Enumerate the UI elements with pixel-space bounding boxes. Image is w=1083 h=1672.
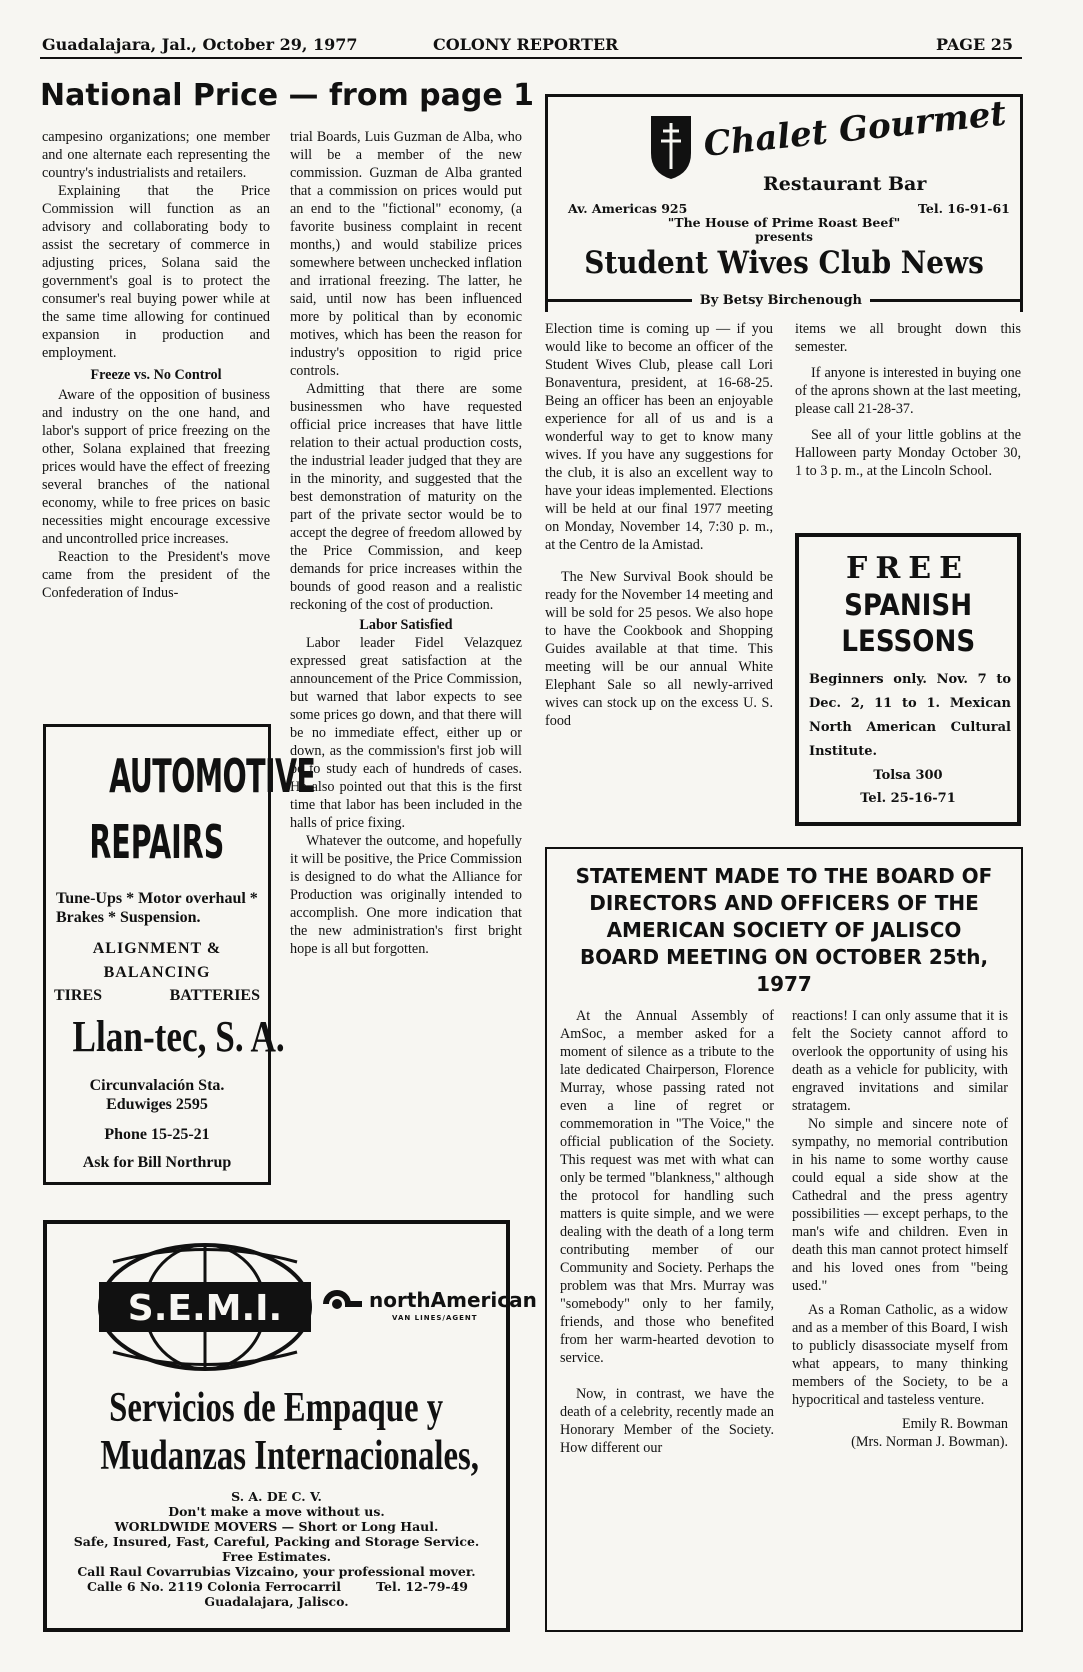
auto-address-1: Circunvalación Sta. — [89, 1077, 225, 1094]
auto-company: Llan-tec, S. A. — [72, 1012, 285, 1061]
paragraph: reactions! I can only assume that it is felt the Society cannot afford to overlook the opportunity of using his death as a vehicle for publicity, with engraved invitations and similar stratagem. — [792, 1008, 1008, 1114]
chalet-shield-icon — [648, 113, 694, 181]
movers-line-7: Guadalajara, Jalisco. — [204, 1594, 349, 1609]
student-wives-byline: By Betsy Birchenough — [699, 293, 862, 308]
auto-batteries: BATTERIES — [169, 987, 260, 1004]
dateline: Guadalajara, Jal., October 29, 1977 — [42, 35, 358, 54]
paper-name: COLONY REPORTER — [433, 35, 619, 54]
automotive-ad — [43, 724, 316, 1185]
movers-company: S. A. DE C. V. — [231, 1489, 322, 1504]
signature-2: (Mrs. Norman J. Bowman). — [851, 1434, 1008, 1450]
auto-services: Tune-Ups * Motor overhaul * Brakes * Suspension. — [56, 890, 258, 926]
national-price-col1 — [42, 128, 270, 602]
subhead: Labor Satisfied — [359, 617, 453, 633]
movers-title-2: Mudanzas Internacionales, — [100, 1433, 479, 1479]
paragraph: campesino organizations; one member and one alternate each representing the country's industrialists and retailers. — [42, 129, 270, 181]
north-american-icon — [322, 1289, 366, 1319]
semi-globe-logo — [95, 1242, 315, 1372]
paragraph: At the Annual Assembly of AmSoc, a member asked for a moment of silence as a tribute to the late dedicated Chairperson, Florence Murray, whose passing rated not even a line of regret or commemoration in "The Voice," the official publication of the Society. This request was met with what can only be termed "blankness," although the protocol for handling such matters is quite simple, and we were dealing with the death of a long term contributing member of our Community and Society. Perhaps the problem was that Mrs. Murray was "somebody" only to her family, friends, and those who benefited from her warm-hearted devotion to service. — [560, 1008, 774, 1366]
national-price-headline: National Price — from page 1 — [40, 78, 535, 113]
paragraph: As a Roman Catholic, as a widow and as a member of this Board, I wish to publicly disassociate myself from what appears, to many thinking members of the Society, to be a hypocritical and tasteless venture. — [792, 1302, 1008, 1408]
chalet-address: Av. Americas 925 — [568, 201, 688, 216]
spanish-phone: Tel. 25-16-71 — [860, 791, 956, 806]
auto-address-2: Eduwiges 2595 — [106, 1096, 208, 1113]
paragraph: Now, in contrast, we have the death of a celebrity, recently made an Honorary Member of the Society. How different our — [560, 1386, 774, 1456]
paragraph: Aware of the opposition of business and industry on the one hand, and labor's support of price freezing on the other, Solana explained that freezing prices would have the effect of freezing several branches of the national economy, while to free prices on basic necessities might encourage excessive and uncontrolled price increases. — [42, 387, 270, 547]
spanish-title-2: SPANISH — [844, 588, 972, 622]
page-number: PAGE 25 — [936, 35, 1013, 54]
movers-title-1: Servicios de Empaque y — [109, 1385, 444, 1431]
national-price-col2 — [290, 128, 522, 958]
auto-tires: TIRES — [54, 987, 103, 1004]
student-wives-col1 — [545, 320, 773, 730]
semi-logo-text: S.E.M.I. — [127, 1288, 283, 1329]
spanish-body: Beginners only. Nov. 7 to Dec. 2, 11 to 1. Mexican North American Cultural Institute. — [809, 672, 1011, 759]
chalet-name: Chalet Gourmet — [701, 93, 1008, 165]
auto-alignment: ALIGNMENT & BALANCING — [92, 940, 222, 981]
statement-col2 — [792, 1007, 1008, 1451]
movers-phone: Tel. 12-79-49 — [376, 1579, 468, 1594]
paragraph: No simple and sincere note of sympathy, no memorial contribution in his name to some worthy cause could equal a side show at the Cathedral and the press agentry possibilities — except perhaps, to the man's wife and children. Even in death this man cannot protect himself and his loved ones from "being used." — [792, 1116, 1008, 1294]
subhead: Freeze vs. No Control — [90, 367, 222, 383]
statement-headline: STATEMENT MADE TO THE BOARD OF DIRECTORS AND OFFICERS OF THE AMERICAN SOCIETY OF JALISCO BOARD MEETING ON OCTOBER 25th, 1977 — [575, 864, 993, 996]
paragraph: Whatever the outcome, and hopefully it will be positive, the Price Commission is designed to do what the Alliance for Production was originally intended to accomplish. One more indication that the new administration's first bright hope is all but forgotten. — [290, 833, 522, 957]
paragraph: Election time is coming up — if you would like to become an officer of the Student Wives Club, please call Lori Bonaventura, president, at 16-68-25. Being an officer has been an enjoyable experience for all of us and is a wonderful way to get to know many wives. If you have any suggestions for the club, it is also an excellent way to have your ideas implemented. Elections will be held at our final 1977 meeting on Monday, November 14, 7:30 p. m., at the Centro de la Amistad. — [545, 321, 773, 553]
student-wives-headline: Student Wives Club News — [584, 245, 984, 281]
chalet-gourmet-ad — [545, 94, 1023, 312]
north-american-sub: VAN LINES/AGENT — [392, 1314, 478, 1322]
signature: Emily R. Bowman — [901, 1416, 1008, 1432]
masthead-rule — [40, 57, 1022, 59]
movers-line-3: Safe, Insured, Fast, Careful, Packing and Storage Service. — [73, 1534, 480, 1549]
student-wives-col2 — [795, 320, 1021, 480]
movers-ad — [43, 1220, 537, 1632]
statement-col1 — [560, 1007, 774, 1457]
auto-title-1: AUTOMOTIVE — [109, 749, 316, 803]
paragraph: If anyone is interested in buying one of the aprons shown at the last meeting, please call 21-28-37. — [795, 365, 1021, 417]
paragraph: Labor leader Fidel Velazquez expressed great satisfaction at the announcement of the Price Commission, but warned that labor expects to see some prices go down, and that there will be no immediate effect, either up or down, as the commission's first job will be to study each of hundreds of cases. He also pointed out that this is the first time that labor has been included in the halls of price fixing. — [290, 635, 522, 831]
movers-line-4: Free Estimates. — [221, 1549, 332, 1564]
paragraph: See all of your little goblins at the Halloween party Monday October 30, 1 to 3 p. m., at the Lincoln School. — [795, 427, 1021, 479]
chalet-subtitle: Restaurant Bar — [763, 173, 927, 195]
spanish-lessons-ad — [795, 533, 1021, 826]
movers-line-6: Calle 6 No. 2119 Colonia Ferrocarril — [87, 1579, 341, 1594]
auto-contact: Ask for Bill Northrup — [82, 1154, 232, 1171]
paragraph: Admitting that there are some businessmen who have requested official price increases that have little relation to their actual production costs, the industrial leader judged that they are in the minority, and suggested that the best demonstration of maturity on the part of the private sector would be to accept the degree of freedom allowed by the Price Commission, and keep demands for price increases within the bounds of good reason and a realistic reckoning of the cost of production. — [290, 381, 522, 613]
paragraph: items we all brought down this semester. — [795, 321, 1021, 355]
paragraph: Explaining that the Price Commission will function as an advisory and collaborating body to assist the secretary of commerce in adjusting prices, Solana said the government's goal is to protect the consumer's real buying power while at the same time allowing for continued expansion in production and employment. — [42, 183, 270, 361]
chalet-presents: presents — [755, 230, 813, 244]
movers-line-2: WORLDWIDE MOVERS — Short or Long Haul. — [114, 1519, 439, 1534]
chalet-phone: Tel. 16-91-61 — [918, 201, 1010, 216]
auto-phone: Phone 15-25-21 — [104, 1126, 210, 1143]
paragraph: The New Survival Book should be ready for the November 14 meeting and will be sold for 25 pesos. We also hope to have the Cookbook and Shopping Guides available at that time. This meeting will be our annual White Elephant Sale so all newly-arrived wives can stock up on the excess U. S. food — [545, 569, 773, 729]
auto-title-2: REPAIRS — [89, 815, 225, 869]
movers-line-1: Don't make a move without us. — [168, 1504, 385, 1519]
movers-line-5: Call Raul Covarrubias Vizcaino, your professional mover. — [77, 1564, 476, 1579]
spanish-title-1: FREE — [846, 551, 970, 586]
spanish-address: Tolsa 300 — [873, 768, 943, 783]
spanish-title-3: LESSONS — [841, 624, 975, 658]
chalet-slogan: "The House of Prime Roast Beef" — [667, 215, 901, 230]
paragraph: Reaction to the President's move came from the president of the Confederation of Indus- — [42, 549, 270, 601]
north-american-name: northAmerican — [369, 1288, 537, 1312]
paragraph: trial Boards, Luis Guzman de Alba, who will be a member of the new commission. Guzman de Alba granted that a commission on prices would put an end to the "fictional" economy, (a favorite business complaint in recent months,) and would stabilize prices somewhere between unchecked inflation and irrational freezing. The latter, he said, until now has been influenced more by political than by economic motives, which has been the reason for industry's opposition to rigid price controls. — [290, 129, 522, 379]
